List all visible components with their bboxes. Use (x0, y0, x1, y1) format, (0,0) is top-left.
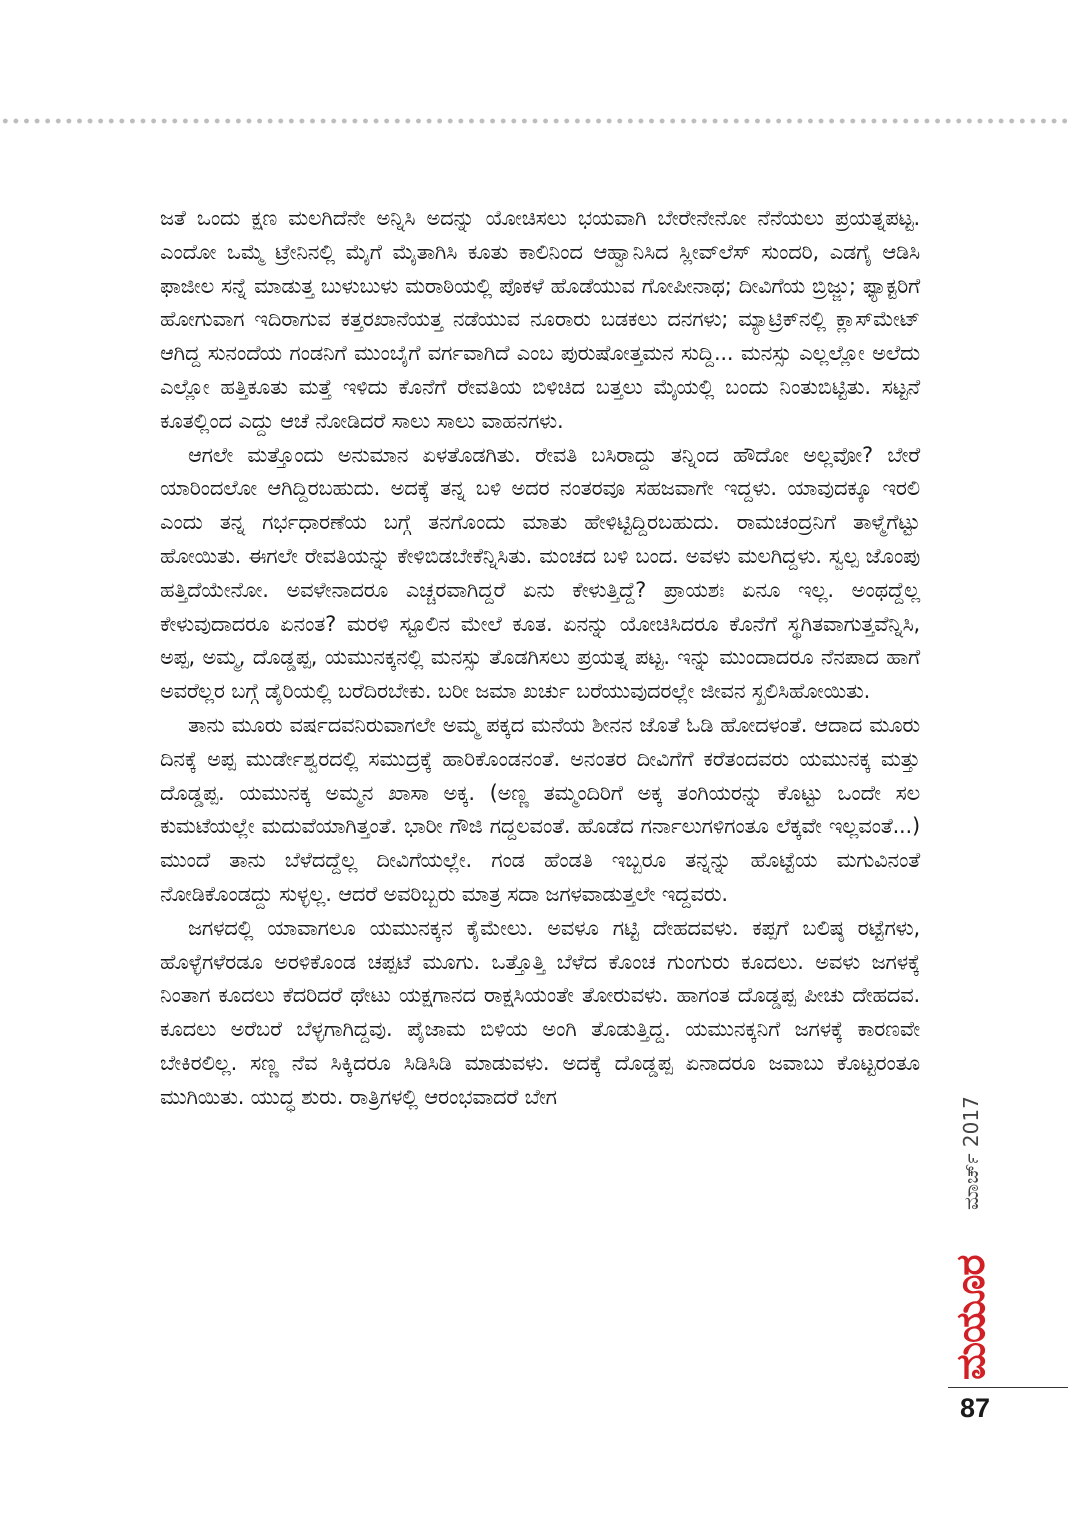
article-paragraph: ಆಗಲೇ ಮತ್ತೊಂದು ಅನುಮಾನ ಏಳತೊಡಗಿತು. ರೇವತಿ ಬಸಿರಾದ್ದು ತನ್ನಿಂದ ಹೌದೋ ಅಲ್ಲವೋ? ಬೇರೆ ಯಾರಿಂದಲೋ ಆಗಿದ್ದಿರಬಹುದು. ಅದಕ್ಕೆ ತನ್ನ ಬಳಿ ಅದರ ನಂತರವೂ ಸಹಜವಾಗೇ ಇದ್ದಳು. ಯಾವುದಕ್ಕೂ ಇರಲಿ ಎಂದು ತನ್ನ ಗರ್ಭಧಾರಣೆಯ ಬಗ್ಗೆ ತನಗೊಂದು ಮಾತು ಹೇಳಿಟ್ಟಿದ್ದಿರಬಹುದು. ರಾಮಚಂದ್ರನಿಗೆ ತಾಳ್ಮೆಗೆಟ್ಟು ಹೋಯಿತು. ಈಗಲೇ ರೇವತಿಯನ್ನು ಕೇಳಿಬಿಡಬೇಕೆನ್ನಿಸಿತು. ಮಂಚದ ಬಳಿ ಬಂದ. ಅವಳು ಮಲಗಿದ್ದಳು. ಸ್ವಲ್ಪ ಜೊಂಪು ಹತ್ತಿದೆಯೇನೋ. ಅವಳೇನಾದರೂ ಎಚ್ಚರವಾಗಿದ್ದರೆ ಏನು ಕೇಳುತ್ತಿದ್ದೆ? ಪ್ರಾಯಶಃ ಏನೂ ಇಲ್ಲ. ಅಂಥದ್ದೆಲ್ಲ ಕೇಳುವುದಾದರೂ ಏನಂತ? ಮರಳಿ ಸ್ಟೂಲಿನ ಮೇಲೆ ಕೂತ. ಏನನ್ನು ಯೋಚಿಸಿದರೂ ಕೊನೆಗೆ ಸ್ಥಗಿತವಾಗುತ್ತವೆನ್ನಿಸಿ, ಅಪ್ಪ, ಅಮ್ಮ, ದೊಡ್ಡಪ್ಪ, ಯಮುನಕ್ಕನಲ್ಲಿ ಮನಸ್ಸು ತೊಡಗಿಸಲು ಪ್ರಯತ್ನ ಪಟ್ಟ. ಇನ್ನು ಮುಂದಾದರೂ ನೆನಪಾದ ಹಾಗೆ ಅವರೆಲ್ಲರ ಬಗ್ಗೆ ಡೈರಿಯಲ್ಲಿ ಬರೆದಿರಬೇಕು. ಬರೀ ಜಮಾ ಖರ್ಚು ಬರೆಯುವುದರಲ್ಲೇ ಜೀವನ ಸ್ಖಲಿಸಿಹೋಯಿತು. (160, 442, 920, 704)
dotted-separator (0, 117, 1072, 125)
article-paragraph: ಜಗಳದಲ್ಲಿ ಯಾವಾಗಲೂ ಯಮುನಕ್ಕನ ಕೈಮೇಲು. ಅವಳೂ ಗಟ್ಟಿ ದೇಹದವಳು. ಕಪ್ಪಗೆ ಬಲಿಷ್ಠ ರಟ್ಟೆಗಳು, ಹೊಳ್ಳೆಗಳೆರಡೂ ಅರಳಿಕೊಂಡ ಚಪ್ಪಟೆ ಮೂಗು. ಒತ್ತೊತ್ತಿ ಬೆಳೆದ ಕೊಂಚ ಗುಂಗುರು ಕೂದಲು. ಅವಳು ಜಗಳಕ್ಕೆ ನಿಂತಾಗ ಕೂದಲು ಕೆದರಿದರೆ ಥೇಟು ಯಕ್ಷಗಾನದ ರಾಕ್ಷಸಿಯಂತೇ ತೋರುವಳು. ಹಾಗಂತ ದೊಡ್ಡಪ್ಪ ಪೀಚು ದೇಹದವ. ಕೂದಲು ಅರೆಬರೆ ಬೆಳ್ಳಗಾಗಿದ್ದವು. ಪೈಜಾಮ ಬಿಳಿಯ ಅಂಗಿ ತೊಡುತ್ತಿದ್ದ. ಯಮುನಕ್ಕನಿಗೆ ಜಗಳಕ್ಕೆ ಕಾರಣವೇ ಬೇಕಿರಲಿಲ್ಲ. ಸಣ್ಣ ನೆವ ಸಿಕ್ಕಿದರೂ ಸಿಡಿಸಿಡಿ ಮಾಡುವಳು. ಅದಕ್ಕೆ ದೊಡ್ಡಪ್ಪ ಏನಾದರೂ ಜವಾಬು ಕೊಟ್ಟರಂತೂ ಮುಗಿಯಿತು. ಯುದ್ಧ ಶುರು. ರಾತ್ರಿಗಳಲ್ಲಿ ಆರಂಭವಾದರೆ ಬೇಗ (160, 915, 920, 1109)
article-body (160, 202, 920, 1115)
magazine-logo: ಮಯೂರ (948, 1255, 994, 1380)
article-paragraph: ತಾನು ಮೂರು ವರ್ಷದವನಿರುವಾಗಲೇ ಅಮ್ಮ ಪಕ್ಕದ ಮನೆಯ ಶೀನನ ಜೊತೆ ಓಡಿ ಹೋದಳಂತೆ. ಆದಾದ ಮೂರು ದಿನಕ್ಕೆ ಅಪ್ಪ ಮುರ್ಡೇಶ್ವರದಲ್ಲಿ ಸಮುದ್ರಕ್ಕೆ ಹಾರಿಕೊಂಡನಂತೆ. ಅನಂತರ ದೀವಿಗೆಗೆ ಕರೆತಂದವರು ಯಮುನಕ್ಕ ಮತ್ತು ದೊಡ್ಡಪ್ಪ. ಯಮುನಕ್ಕ ಅಮ್ಮನ ಖಾಸಾ ಅಕ್ಕ. (ಅಣ್ಣ ತಮ್ಮಂದಿರಿಗೆ ಅಕ್ಕ ತಂಗಿಯರನ್ನು ಕೊಟ್ಟು ಒಂದೇ ಸಲ ಕುಮಟೆಯಲ್ಲೇ ಮದುವೆಯಾಗಿತ್ತಂತೆ. ಭಾರೀ ಗೌಜಿ ಗದ್ದಲವಂತೆ. ಹೊಡೆದ ಗರ್ನಾಲುಗಳಿಗಂತೂ ಲೆಕ್ಕವೇ ಇಲ್ಲವಂತೆ...) ಮುಂದೆ ತಾನು ಬೆಳೆದದ್ದೆಲ್ಲ ದೀವಿಗೆಯಲ್ಲೇ. ಗಂಡ ಹೆಂಡತಿ ಇಬ್ಬರೂ ತನ್ನನ್ನು ಹೊಟ್ಟೆಯ ಮಗುವಿನಂತೆ ನೋಡಿಕೊಂಡದ್ದು ಸುಳ್ಳಲ್ಲ. ಆದರೆ ಅವರಿಬ್ಬರು ಮಾತ್ರ ಸದಾ ಜಗಳವಾಡುತ್ತಲೇ ಇದ್ದವರು. (160, 712, 920, 906)
magazine-masthead-side (940, 1096, 1000, 1380)
page-number-rule (948, 1387, 1068, 1388)
article-paragraph: ಜತೆ ಒಂದು ಕ್ಷಣ ಮಲಗಿದೆನೇ ಅನ್ನಿಸಿ ಅದನ್ನು ಯೋಚಿಸಲು ಭಯವಾಗಿ ಬೇರೇನೇನೋ ನೆನೆಯಲು ಪ್ರಯತ್ನಪಟ್ಟ. ಎಂದೋ ಒಮ್ಮೆ ಟ್ರೇನಿನಲ್ಲಿ ಮೈಗೆ ಮೈತಾಗಿಸಿ ಕೂತು ಕಾಲಿನಿಂದ ಆಹ್ವಾನಿಸಿದ ಸ್ಲೀವ್‌ಲೆಸ್ ಸುಂದರಿ, ಎಡಗೈ ಆಡಿಸಿ ಫಾಜೀಲ ಸನ್ನೆ ಮಾಡುತ್ತ ಬುಳುಬುಳು ಮರಾಠಿಯಲ್ಲಿ ಪೊಕಳೆ ಹೊಡೆಯುವ ಗೋಪೀನಾಥ; ದೀವಿಗೆಯ ಬ್ರಿಜ್ಜು; ಫ್ಯಾಕ್ಟರಿಗೆ ಹೋಗುವಾಗ ಇದಿರಾಗುವ ಕತ್ತರಖಾನೆಯತ್ತ ನಡೆಯುವ ನೂರಾರು ಬಡಕಲು ದನಗಳು; ಮ್ಯಾಟ್ರಿಕ್‌ನಲ್ಲಿ ಕ್ಲಾಸ್‌ಮೇಟ್ ಆಗಿದ್ದ ಸುನಂದೆಯ ಗಂಡನಿಗೆ ಮುಂಬೈಗೆ ವರ್ಗವಾಗಿದೆ ಎಂಬ ಪುರುಷೋತ್ತಮನ ಸುದ್ದಿ... ಮನಸ್ಸು ಎಲ್ಲಲ್ಲೋ ಅಲೆದು ಎಲ್ಲೋ ಹತ್ತಿಕೂತು ಮತ್ತೆ ಇಳಿದು ಕೊನೆಗೆ ರೇವತಿಯ ಬಿಳಿಚಿದ ಬತ್ತಲು ಮೈಯಲ್ಲಿ ಬಂದು ನಿಂತುಬಿಟ್ಟಿತು. ಸಟ್ಟನೆ ಕೂತಲ್ಲಿಂದ ಎದ್ದು ಆಚೆ ನೋಡಿದರೆ ಸಾಲು ಸಾಲು ವಾಹನಗಳು. (160, 206, 920, 433)
page-number: 87 (960, 1393, 991, 1423)
issue-date: ಮಾರ್ಚ್ 2017 (959, 1096, 983, 1210)
